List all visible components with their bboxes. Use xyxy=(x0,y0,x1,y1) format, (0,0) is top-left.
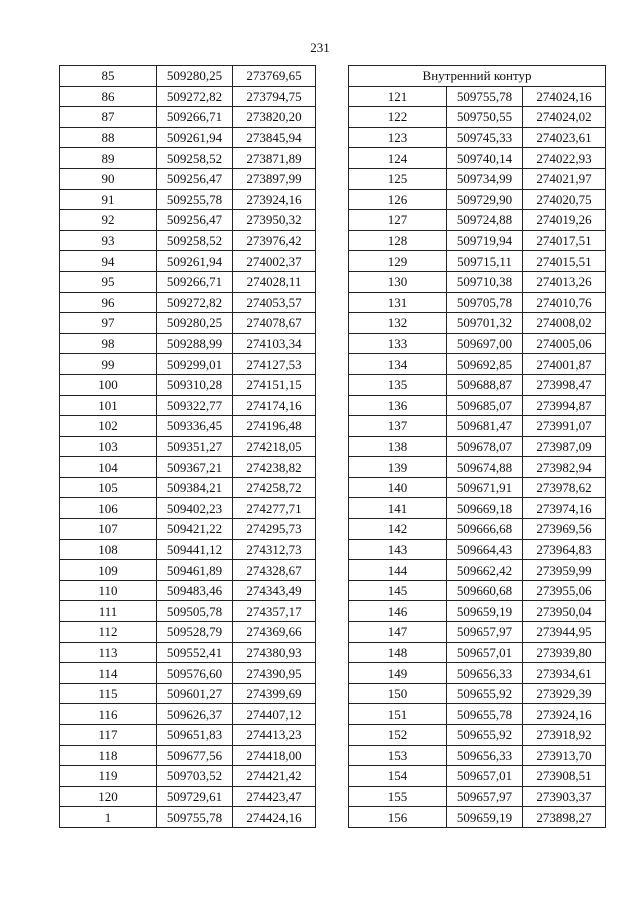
table-row xyxy=(60,354,316,375)
point-number-cell: 87 xyxy=(60,107,157,128)
y-coordinate-cell: 274399,69 xyxy=(233,683,316,704)
table-row xyxy=(60,725,316,746)
y-coordinate-cell: 274357,17 xyxy=(233,601,316,622)
table-row xyxy=(60,663,316,684)
point-number-cell: 148 xyxy=(349,642,447,663)
y-coordinate-cell: 273871,89 xyxy=(233,148,316,169)
x-coordinate-cell: 509755,78 xyxy=(157,807,233,828)
point-number-cell: 105 xyxy=(60,477,157,498)
x-coordinate-cell: 509660,68 xyxy=(447,580,523,601)
x-coordinate-cell: 509266,71 xyxy=(157,107,233,128)
table-row xyxy=(349,560,606,581)
x-coordinate-cell: 509671,91 xyxy=(447,477,523,498)
y-coordinate-cell: 273794,75 xyxy=(233,86,316,107)
y-coordinate-cell: 274019,26 xyxy=(523,210,606,231)
y-coordinate-cell: 273950,32 xyxy=(233,210,316,231)
y-coordinate-cell: 273976,42 xyxy=(233,230,316,251)
y-coordinate-cell: 274424,16 xyxy=(233,807,316,828)
table-row xyxy=(349,230,606,251)
table-row xyxy=(60,313,316,334)
page-number: 231 xyxy=(310,40,330,55)
point-number-cell: 107 xyxy=(60,519,157,540)
table-row xyxy=(60,436,316,457)
y-coordinate-cell: 274001,87 xyxy=(523,354,606,375)
y-coordinate-cell: 273994,87 xyxy=(523,395,606,416)
point-number-cell: 141 xyxy=(349,498,447,519)
left-coordinates-table xyxy=(59,65,316,828)
y-coordinate-cell: 274312,73 xyxy=(233,539,316,560)
point-number-cell: 86 xyxy=(60,86,157,107)
table-row xyxy=(349,395,606,416)
point-number-cell: 115 xyxy=(60,683,157,704)
table-row xyxy=(349,807,606,828)
point-number-cell: 92 xyxy=(60,210,157,231)
y-coordinate-cell: 274413,23 xyxy=(233,725,316,746)
point-number-cell: 108 xyxy=(60,539,157,560)
x-coordinate-cell: 509461,89 xyxy=(157,560,233,581)
point-number-cell: 128 xyxy=(349,230,447,251)
table-row xyxy=(349,704,606,725)
point-number-cell: 119 xyxy=(60,766,157,787)
x-coordinate-cell: 509256,47 xyxy=(157,210,233,231)
x-coordinate-cell: 509750,55 xyxy=(447,107,523,128)
x-coordinate-cell: 509657,97 xyxy=(447,622,523,643)
point-number-cell: 93 xyxy=(60,230,157,251)
y-coordinate-cell: 273978,62 xyxy=(523,477,606,498)
point-number-cell: 85 xyxy=(60,66,157,87)
x-coordinate-cell: 509483,46 xyxy=(157,580,233,601)
y-coordinate-cell: 274151,15 xyxy=(233,374,316,395)
table-row xyxy=(349,642,606,663)
x-coordinate-cell: 509656,33 xyxy=(447,663,523,684)
point-number-cell: 155 xyxy=(349,786,447,807)
table-row xyxy=(349,539,606,560)
x-coordinate-cell: 509280,25 xyxy=(157,313,233,334)
table-row xyxy=(60,86,316,107)
y-coordinate-cell: 273820,20 xyxy=(233,107,316,128)
y-coordinate-cell: 274053,57 xyxy=(233,292,316,313)
point-number-cell: 135 xyxy=(349,374,447,395)
x-coordinate-cell: 509701,32 xyxy=(447,313,523,334)
x-coordinate-cell: 509697,00 xyxy=(447,333,523,354)
point-number-cell: 114 xyxy=(60,663,157,684)
x-coordinate-cell: 509662,42 xyxy=(447,560,523,581)
x-coordinate-cell: 509367,21 xyxy=(157,457,233,478)
y-coordinate-cell: 274005,06 xyxy=(523,333,606,354)
point-number-cell: 91 xyxy=(60,189,157,210)
table-row xyxy=(60,210,316,231)
point-number-cell: 102 xyxy=(60,416,157,437)
table-row xyxy=(349,86,606,107)
x-coordinate-cell: 509724,88 xyxy=(447,210,523,231)
y-coordinate-cell: 273955,06 xyxy=(523,580,606,601)
left-table-body xyxy=(60,66,316,828)
x-coordinate-cell: 509688,87 xyxy=(447,374,523,395)
y-coordinate-cell: 274328,67 xyxy=(233,560,316,581)
table-row xyxy=(349,498,606,519)
table-row xyxy=(60,477,316,498)
y-coordinate-cell: 274103,34 xyxy=(233,333,316,354)
point-number-cell: 129 xyxy=(349,251,447,272)
table-header-row xyxy=(349,66,606,87)
table-row xyxy=(60,230,316,251)
table-row xyxy=(60,786,316,807)
y-coordinate-cell: 274196,48 xyxy=(233,416,316,437)
table-row xyxy=(349,354,606,375)
x-coordinate-cell: 509703,52 xyxy=(157,766,233,787)
table-row xyxy=(60,395,316,416)
table-row xyxy=(60,374,316,395)
point-number-cell: 134 xyxy=(349,354,447,375)
x-coordinate-cell: 509505,78 xyxy=(157,601,233,622)
x-coordinate-cell: 509666,68 xyxy=(447,519,523,540)
point-number-cell: 96 xyxy=(60,292,157,313)
table-row xyxy=(60,416,316,437)
x-coordinate-cell: 509351,27 xyxy=(157,436,233,457)
x-coordinate-cell: 509705,78 xyxy=(447,292,523,313)
table-row xyxy=(60,807,316,828)
table-row xyxy=(349,766,606,787)
table-row xyxy=(60,127,316,148)
table-row xyxy=(60,189,316,210)
y-coordinate-cell: 274238,82 xyxy=(233,457,316,478)
table-row xyxy=(60,498,316,519)
y-coordinate-cell: 273913,70 xyxy=(523,745,606,766)
y-coordinate-cell: 274423,47 xyxy=(233,786,316,807)
table-row xyxy=(60,519,316,540)
x-coordinate-cell: 509402,23 xyxy=(157,498,233,519)
table-row xyxy=(349,148,606,169)
y-coordinate-cell: 273934,61 xyxy=(523,663,606,684)
x-coordinate-cell: 509601,27 xyxy=(157,683,233,704)
y-coordinate-cell: 273987,09 xyxy=(523,436,606,457)
y-coordinate-cell: 273998,47 xyxy=(523,374,606,395)
right-coordinates-table xyxy=(348,65,606,828)
y-coordinate-cell: 273903,37 xyxy=(523,786,606,807)
x-coordinate-cell: 509336,45 xyxy=(157,416,233,437)
table-row xyxy=(60,168,316,189)
point-number-cell: 104 xyxy=(60,457,157,478)
x-coordinate-cell: 509441,12 xyxy=(157,539,233,560)
y-coordinate-cell: 274407,12 xyxy=(233,704,316,725)
y-coordinate-cell: 274002,37 xyxy=(233,251,316,272)
table-row xyxy=(349,292,606,313)
y-coordinate-cell: 273969,56 xyxy=(523,519,606,540)
table-row xyxy=(349,210,606,231)
table-row xyxy=(349,601,606,622)
point-number-cell: 144 xyxy=(349,560,447,581)
x-coordinate-cell: 509258,52 xyxy=(157,148,233,169)
table-row xyxy=(349,127,606,148)
point-number-cell: 127 xyxy=(349,210,447,231)
table-row xyxy=(349,519,606,540)
x-coordinate-cell: 509626,37 xyxy=(157,704,233,725)
y-coordinate-cell: 274174,16 xyxy=(233,395,316,416)
y-coordinate-cell: 274295,73 xyxy=(233,519,316,540)
x-coordinate-cell: 509659,19 xyxy=(447,807,523,828)
point-number-cell: 138 xyxy=(349,436,447,457)
x-coordinate-cell: 509576,60 xyxy=(157,663,233,684)
x-coordinate-cell: 509655,78 xyxy=(447,704,523,725)
table-row xyxy=(349,745,606,766)
table-row xyxy=(349,580,606,601)
table-row xyxy=(60,107,316,128)
point-number-cell: 1 xyxy=(60,807,157,828)
y-coordinate-cell: 273944,95 xyxy=(523,622,606,643)
y-coordinate-cell: 273924,16 xyxy=(523,704,606,725)
x-coordinate-cell: 509710,38 xyxy=(447,271,523,292)
point-number-cell: 153 xyxy=(349,745,447,766)
y-coordinate-cell: 273929,39 xyxy=(523,683,606,704)
x-coordinate-cell: 509657,97 xyxy=(447,786,523,807)
point-number-cell: 151 xyxy=(349,704,447,725)
table-row xyxy=(349,107,606,128)
point-number-cell: 126 xyxy=(349,189,447,210)
table-row xyxy=(349,333,606,354)
y-coordinate-cell: 273991,07 xyxy=(523,416,606,437)
point-number-cell: 142 xyxy=(349,519,447,540)
point-number-cell: 146 xyxy=(349,601,447,622)
point-number-cell: 156 xyxy=(349,807,447,828)
y-coordinate-cell: 274418,00 xyxy=(233,745,316,766)
y-coordinate-cell: 274421,42 xyxy=(233,766,316,787)
table-row xyxy=(60,457,316,478)
x-coordinate-cell: 509651,83 xyxy=(157,725,233,746)
table-row xyxy=(349,622,606,643)
table-row xyxy=(349,168,606,189)
x-coordinate-cell: 509715,11 xyxy=(447,251,523,272)
table-row xyxy=(349,457,606,478)
x-coordinate-cell: 509755,78 xyxy=(447,86,523,107)
table-row xyxy=(60,622,316,643)
table-row xyxy=(60,580,316,601)
x-coordinate-cell: 509734,99 xyxy=(447,168,523,189)
point-number-cell: 132 xyxy=(349,313,447,334)
point-number-cell: 145 xyxy=(349,580,447,601)
table-row xyxy=(349,189,606,210)
table-row xyxy=(60,683,316,704)
x-coordinate-cell: 509677,56 xyxy=(157,745,233,766)
x-coordinate-cell: 509256,47 xyxy=(157,168,233,189)
table-row xyxy=(349,416,606,437)
point-number-cell: 117 xyxy=(60,725,157,746)
x-coordinate-cell: 509659,19 xyxy=(447,601,523,622)
table-row xyxy=(349,251,606,272)
y-coordinate-cell: 273769,65 xyxy=(233,66,316,87)
point-number-cell: 136 xyxy=(349,395,447,416)
point-number-cell: 98 xyxy=(60,333,157,354)
point-number-cell: 121 xyxy=(349,86,447,107)
x-coordinate-cell: 509552,41 xyxy=(157,642,233,663)
point-number-cell: 88 xyxy=(60,127,157,148)
y-coordinate-cell: 273918,92 xyxy=(523,725,606,746)
point-number-cell: 112 xyxy=(60,622,157,643)
x-coordinate-cell: 509681,47 xyxy=(447,416,523,437)
point-number-cell: 101 xyxy=(60,395,157,416)
x-coordinate-cell: 509692,85 xyxy=(447,354,523,375)
table-row xyxy=(60,704,316,725)
x-coordinate-cell: 509745,33 xyxy=(447,127,523,148)
point-number-cell: 99 xyxy=(60,354,157,375)
table-row xyxy=(60,66,316,87)
y-coordinate-cell: 274021,97 xyxy=(523,168,606,189)
table-row xyxy=(60,292,316,313)
x-coordinate-cell: 509288,99 xyxy=(157,333,233,354)
point-number-cell: 110 xyxy=(60,580,157,601)
point-number-cell: 124 xyxy=(349,148,447,169)
point-number-cell: 97 xyxy=(60,313,157,334)
point-number-cell: 143 xyxy=(349,539,447,560)
table-row xyxy=(349,786,606,807)
inner-contour-header: Внутренний контур xyxy=(349,66,606,87)
x-coordinate-cell: 509656,33 xyxy=(447,745,523,766)
x-coordinate-cell: 509657,01 xyxy=(447,642,523,663)
x-coordinate-cell: 509719,94 xyxy=(447,230,523,251)
point-number-cell: 133 xyxy=(349,333,447,354)
x-coordinate-cell: 509272,82 xyxy=(157,86,233,107)
x-coordinate-cell: 509674,88 xyxy=(447,457,523,478)
x-coordinate-cell: 509255,78 xyxy=(157,189,233,210)
x-coordinate-cell: 509322,77 xyxy=(157,395,233,416)
table-row xyxy=(349,374,606,395)
y-coordinate-cell: 273924,16 xyxy=(233,189,316,210)
point-number-cell: 150 xyxy=(349,683,447,704)
point-number-cell: 123 xyxy=(349,127,447,148)
table-row xyxy=(60,251,316,272)
y-coordinate-cell: 274343,49 xyxy=(233,580,316,601)
point-number-cell: 139 xyxy=(349,457,447,478)
point-number-cell: 106 xyxy=(60,498,157,519)
point-number-cell: 131 xyxy=(349,292,447,313)
table-row xyxy=(60,642,316,663)
y-coordinate-cell: 274015,51 xyxy=(523,251,606,272)
x-coordinate-cell: 509384,21 xyxy=(157,477,233,498)
table-row xyxy=(349,436,606,457)
point-number-cell: 100 xyxy=(60,374,157,395)
y-coordinate-cell: 274369,66 xyxy=(233,622,316,643)
point-number-cell: 147 xyxy=(349,622,447,643)
point-number-cell: 154 xyxy=(349,766,447,787)
point-number-cell: 140 xyxy=(349,477,447,498)
y-coordinate-cell: 274024,02 xyxy=(523,107,606,128)
y-coordinate-cell: 274258,72 xyxy=(233,477,316,498)
y-coordinate-cell: 273974,16 xyxy=(523,498,606,519)
table-row xyxy=(349,271,606,292)
y-coordinate-cell: 274078,67 xyxy=(233,313,316,334)
x-coordinate-cell: 509655,92 xyxy=(447,725,523,746)
y-coordinate-cell: 274017,51 xyxy=(523,230,606,251)
x-coordinate-cell: 509669,18 xyxy=(447,498,523,519)
y-coordinate-cell: 274008,02 xyxy=(523,313,606,334)
y-coordinate-cell: 273982,94 xyxy=(523,457,606,478)
point-number-cell: 94 xyxy=(60,251,157,272)
point-number-cell: 109 xyxy=(60,560,157,581)
x-coordinate-cell: 509528,79 xyxy=(157,622,233,643)
x-coordinate-cell: 509310,28 xyxy=(157,374,233,395)
y-coordinate-cell: 274277,71 xyxy=(233,498,316,519)
y-coordinate-cell: 274023,61 xyxy=(523,127,606,148)
y-coordinate-cell: 274028,11 xyxy=(233,271,316,292)
y-coordinate-cell: 273898,27 xyxy=(523,807,606,828)
y-coordinate-cell: 274380,93 xyxy=(233,642,316,663)
y-coordinate-cell: 274024,16 xyxy=(523,86,606,107)
table-row xyxy=(60,766,316,787)
x-coordinate-cell: 509299,01 xyxy=(157,354,233,375)
point-number-cell: 120 xyxy=(60,786,157,807)
point-number-cell: 95 xyxy=(60,271,157,292)
x-coordinate-cell: 509678,07 xyxy=(447,436,523,457)
x-coordinate-cell: 509664,43 xyxy=(447,539,523,560)
table-row xyxy=(349,663,606,684)
x-coordinate-cell: 509261,94 xyxy=(157,127,233,148)
x-coordinate-cell: 509280,25 xyxy=(157,66,233,87)
x-coordinate-cell: 509655,92 xyxy=(447,683,523,704)
y-coordinate-cell: 273845,94 xyxy=(233,127,316,148)
point-number-cell: 89 xyxy=(60,148,157,169)
point-number-cell: 113 xyxy=(60,642,157,663)
y-coordinate-cell: 274010,76 xyxy=(523,292,606,313)
y-coordinate-cell: 273964,83 xyxy=(523,539,606,560)
table-row xyxy=(349,725,606,746)
table-row xyxy=(60,745,316,766)
x-coordinate-cell: 509685,07 xyxy=(447,395,523,416)
x-coordinate-cell: 509657,01 xyxy=(447,766,523,787)
point-number-cell: 116 xyxy=(60,704,157,725)
point-number-cell: 125 xyxy=(349,168,447,189)
point-number-cell: 118 xyxy=(60,745,157,766)
y-coordinate-cell: 273908,51 xyxy=(523,766,606,787)
point-number-cell: 122 xyxy=(349,107,447,128)
table-row xyxy=(60,333,316,354)
right-table-body xyxy=(349,66,606,828)
y-coordinate-cell: 273959,99 xyxy=(523,560,606,581)
y-coordinate-cell: 273939,80 xyxy=(523,642,606,663)
x-coordinate-cell: 509421,22 xyxy=(157,519,233,540)
y-coordinate-cell: 274390,95 xyxy=(233,663,316,684)
x-coordinate-cell: 509740,14 xyxy=(447,148,523,169)
y-coordinate-cell: 274013,26 xyxy=(523,271,606,292)
y-coordinate-cell: 274020,75 xyxy=(523,189,606,210)
x-coordinate-cell: 509261,94 xyxy=(157,251,233,272)
table-row xyxy=(349,313,606,334)
x-coordinate-cell: 509266,71 xyxy=(157,271,233,292)
x-coordinate-cell: 509729,90 xyxy=(447,189,523,210)
point-number-cell: 111 xyxy=(60,601,157,622)
point-number-cell: 130 xyxy=(349,271,447,292)
point-number-cell: 137 xyxy=(349,416,447,437)
point-number-cell: 149 xyxy=(349,663,447,684)
point-number-cell: 103 xyxy=(60,436,157,457)
y-coordinate-cell: 274218,05 xyxy=(233,436,316,457)
y-coordinate-cell: 273897,99 xyxy=(233,168,316,189)
x-coordinate-cell: 509272,82 xyxy=(157,292,233,313)
point-number-cell: 152 xyxy=(349,725,447,746)
y-coordinate-cell: 274127,53 xyxy=(233,354,316,375)
table-row xyxy=(60,539,316,560)
y-coordinate-cell: 273950,04 xyxy=(523,601,606,622)
y-coordinate-cell: 274022,93 xyxy=(523,148,606,169)
table-row xyxy=(60,560,316,581)
table-row xyxy=(60,271,316,292)
table-row xyxy=(60,601,316,622)
table-row xyxy=(349,477,606,498)
table-row xyxy=(60,148,316,169)
x-coordinate-cell: 509258,52 xyxy=(157,230,233,251)
table-row xyxy=(349,683,606,704)
x-coordinate-cell: 509729,61 xyxy=(157,786,233,807)
point-number-cell: 90 xyxy=(60,168,157,189)
